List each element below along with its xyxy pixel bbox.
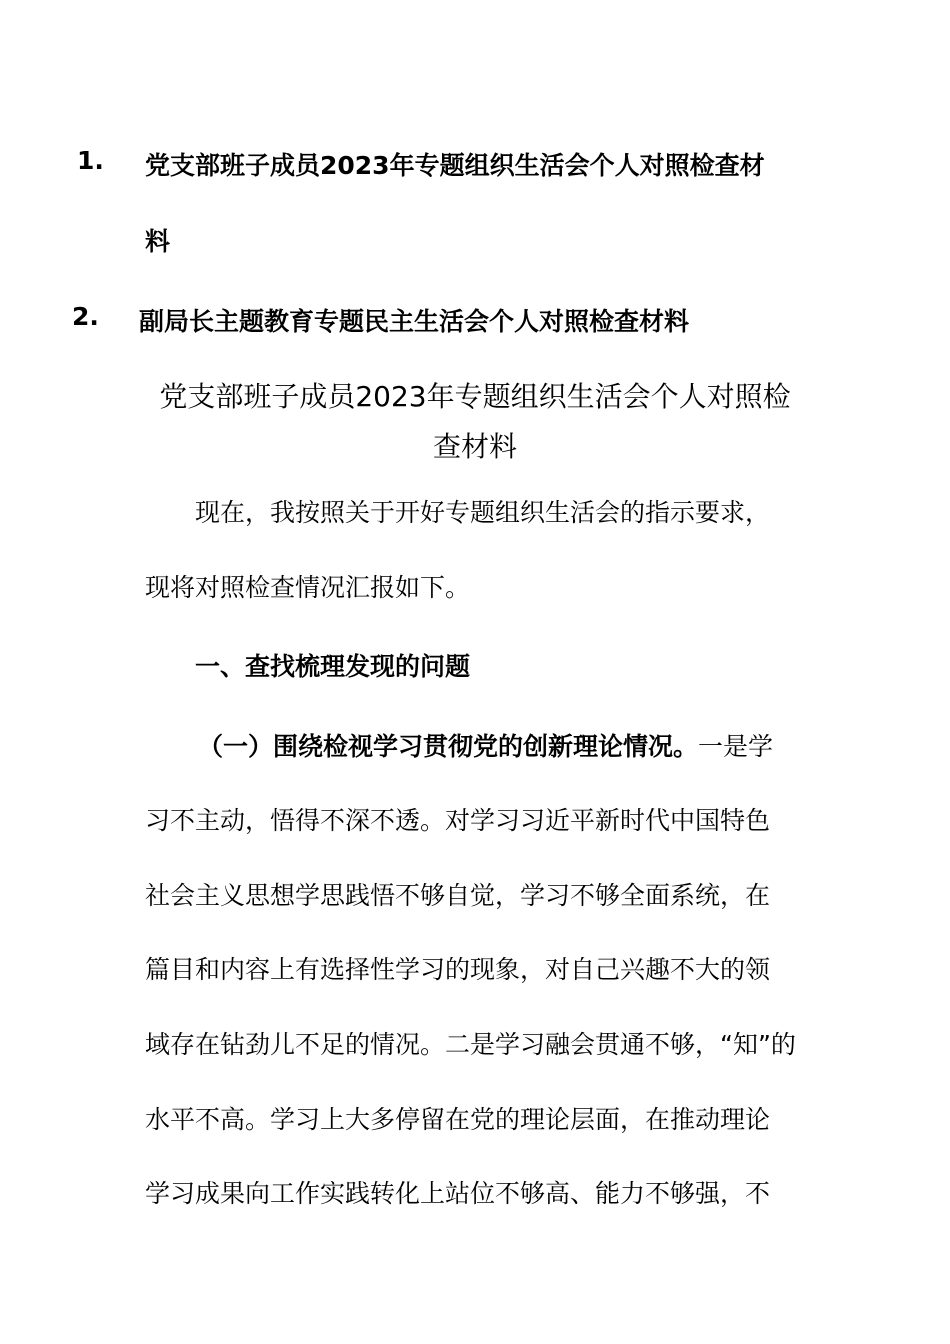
- subsection-1-heading: （一）围绕检视学习贯彻党的创新理论情况。: [198, 732, 699, 761]
- body-line: 习不主动，悟得不深不透。对学习习近平新时代中国特色: [145, 806, 771, 835]
- toc-item-1-number: 1.: [77, 146, 104, 175]
- intro-line-2: 现将对照检查情况汇报如下。: [145, 573, 471, 602]
- body-line: 域存在钻劲儿不足的情况。二是学习融会贯通不够，“知”的: [145, 1030, 796, 1059]
- intro-line-1: 现在，我按照关于开好专题组织生活会的指示要求，: [195, 498, 771, 527]
- document-title-line2: 查材料: [432, 430, 517, 463]
- subsection-1-line1-rest: 一是学: [698, 732, 774, 761]
- body-line: 学习成果向工作实践转化上站位不够高、能力不够强，不: [145, 1179, 771, 1208]
- toc-item-1-link-line1[interactable]: 党支部班子成员2023年专题组织生活会个人对照检查材: [145, 151, 765, 180]
- toc-item-2-number: 2.: [72, 302, 99, 331]
- section-1-heading: 一、查找梳理发现的问题: [195, 652, 471, 681]
- body-line: 水平不高。学习上大多停留在党的理论层面，在推动理论: [145, 1105, 771, 1134]
- body-line: 社会主义思想学思践悟不够自觉，学习不够全面系统，在: [145, 881, 771, 910]
- toc-item-2-link[interactable]: 副局长主题教育专题民主生活会个人对照检查材料: [139, 307, 690, 336]
- subsection-1-line: [198, 727, 773, 763]
- toc-item-1-link-line2[interactable]: 料: [145, 227, 171, 256]
- document-title-line1: 党支部班子成员2023年专题组织生活会个人对照检: [159, 380, 791, 413]
- body-line: 篇目和内容上有选择性学习的现象，对自己兴趣不大的领: [145, 955, 771, 984]
